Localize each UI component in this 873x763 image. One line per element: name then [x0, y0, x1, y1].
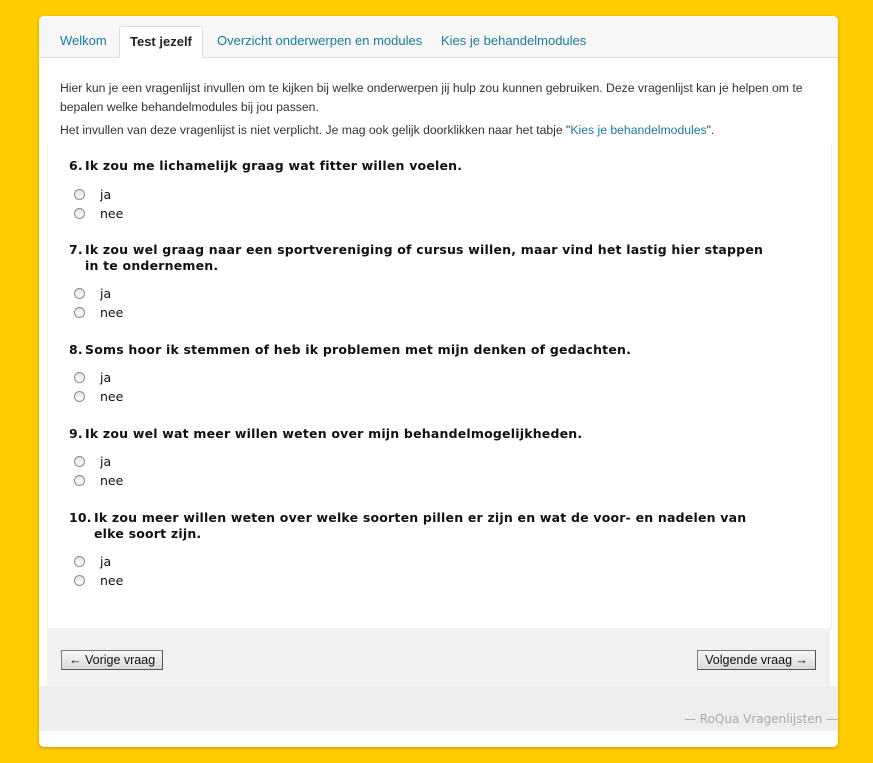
kies-behandelmodules-link[interactable]: Kies je behandelmodules [570, 123, 707, 137]
answer-label[interactable]: ja [100, 554, 112, 569]
tab-kies-behandelmodules[interactable]: Kies je behandelmodules [441, 33, 587, 48]
previous-question-button[interactable]: ← Vorige vraag [61, 650, 163, 670]
question-text-line: Ik zou me lichamelijk graag wat fitter willen voelen. [85, 158, 463, 173]
radio-button[interactable] [74, 475, 85, 486]
intro-text [60, 79, 820, 144]
tab-bar [39, 16, 838, 58]
answer-label[interactable]: ja [100, 370, 112, 385]
question-text-line: Ik zou wel wat meer willen weten over mijn behandelmogelijkheden. [85, 426, 583, 441]
footer-brand: — RoQua Vragenlijsten — [683, 712, 838, 726]
question-text-line: in te ondernemen. [85, 258, 219, 273]
question-text-line: Soms hoor ik stemmen of heb ik problemen met mijn denken of gedachten. [85, 342, 632, 357]
radio-button[interactable] [74, 372, 85, 383]
question-text-line: Ik zou meer willen weten over welke soorten pillen er zijn en wat de voor- en nadelen van [94, 510, 747, 525]
question-text-line: Ik zou wel graag naar een sportvereniging of cursus willen, maar vind het lastig hier stappen [85, 242, 764, 257]
answer-label[interactable]: ja [100, 286, 112, 301]
answer-label[interactable]: nee [100, 473, 124, 488]
question-number: 7. [69, 242, 83, 257]
radio-button[interactable] [74, 307, 85, 318]
intro-paragraph-1: Hier kun je een vragenlijst invullen om te kijken bij welke onderwerpen jij hulp zou kunnen gebruiken. Deze vragenlijst kan je helpen om te bepalen welke behandelmodules bij jou passen. [60, 81, 803, 114]
answer-label[interactable]: nee [100, 573, 124, 588]
question-number: 10. [69, 510, 92, 525]
answer-label[interactable]: nee [100, 305, 124, 320]
radio-button[interactable] [74, 556, 85, 567]
next-question-button[interactable]: Volgende vraag → [697, 650, 816, 670]
tab-welkom[interactable]: Welkom [60, 33, 107, 48]
question-text [85, 158, 775, 174]
main-card [39, 16, 838, 747]
question-text [94, 510, 784, 542]
tab-test-jezelf[interactable]: Test jezelf [119, 26, 203, 58]
intro-paragraph-2-end: ". [706, 123, 715, 137]
intro-paragraph-2-text: Het invullen van deze vragenlijst is niet verplicht. Je mag ook gelijk doorklikken naar het tabje " [60, 123, 571, 137]
question-text [85, 242, 775, 274]
answer-label[interactable]: nee [100, 206, 124, 221]
question-text [85, 342, 775, 358]
tab-overzicht[interactable]: Overzicht onderwerpen en modules [217, 33, 423, 48]
question-panel [47, 144, 832, 629]
radio-button[interactable] [74, 208, 85, 219]
radio-button[interactable] [74, 456, 85, 467]
radio-button[interactable] [74, 575, 85, 586]
footer [39, 686, 838, 731]
radio-button[interactable] [74, 391, 85, 402]
navigation-bar [47, 628, 830, 686]
question-text-line: elke soort zijn. [94, 526, 202, 541]
intro-paragraph-2 [60, 121, 820, 140]
answer-label[interactable]: ja [100, 454, 112, 469]
question-number: 8. [69, 342, 83, 357]
question-number: 6. [69, 158, 83, 173]
answer-label[interactable]: nee [100, 389, 124, 404]
question-number: 9. [69, 426, 83, 441]
radio-button[interactable] [74, 189, 85, 200]
answer-label[interactable]: ja [100, 187, 112, 202]
question-text [85, 426, 775, 442]
radio-button[interactable] [74, 288, 85, 299]
